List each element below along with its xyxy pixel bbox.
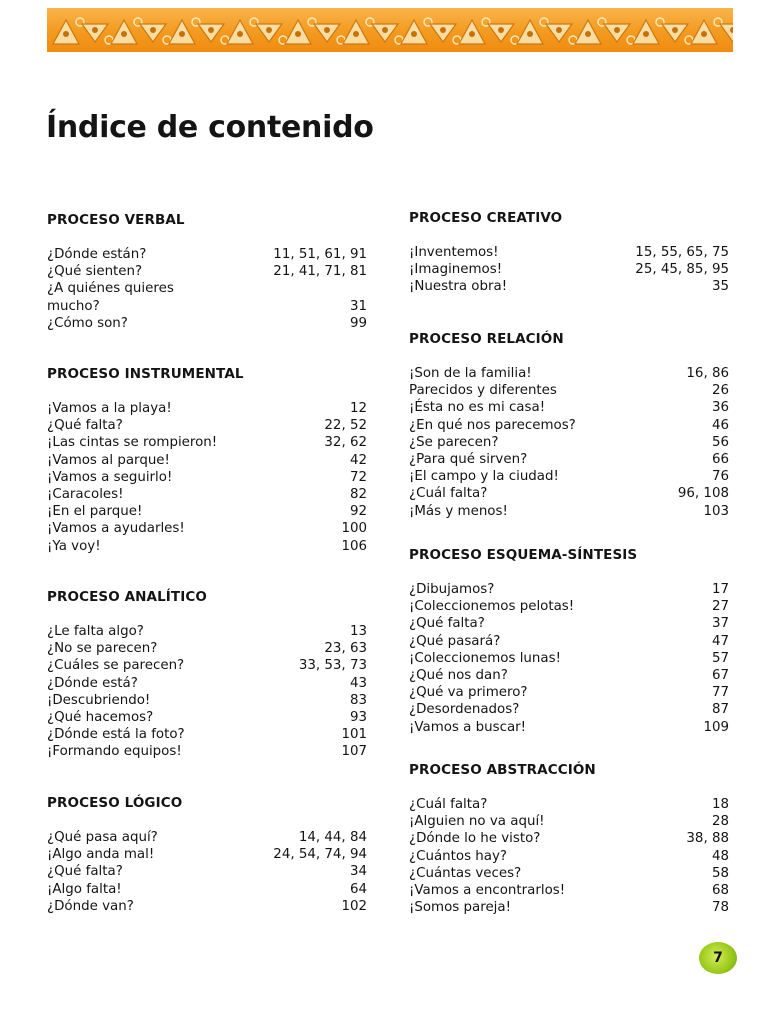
entry-pages: 58 bbox=[711, 865, 729, 881]
entry-pages: 109 bbox=[703, 719, 729, 735]
entry-title: ¿Dónde lo he visto? bbox=[409, 831, 541, 847]
entry-pages: 42 bbox=[349, 452, 367, 468]
entry-pages: 43 bbox=[349, 675, 367, 691]
index-entry bbox=[409, 719, 729, 736]
index-entry bbox=[47, 898, 367, 915]
index-entry bbox=[47, 486, 367, 503]
index-entry bbox=[47, 503, 367, 520]
index-entry bbox=[47, 743, 367, 760]
index-entry bbox=[47, 434, 367, 451]
entry-title: ¿Dónde está la foto? bbox=[47, 727, 185, 743]
entry-pages: 26 bbox=[711, 383, 729, 399]
index-entry bbox=[47, 623, 367, 640]
entry-title: ¡Más y menos! bbox=[409, 503, 508, 519]
page-number: 7 bbox=[713, 950, 723, 966]
entry-pages: 23, 63 bbox=[324, 641, 367, 657]
index-entry bbox=[409, 503, 729, 520]
index-entry bbox=[47, 520, 367, 537]
entry-pages: 106 bbox=[341, 538, 367, 554]
index-entry bbox=[409, 382, 729, 399]
index-entry bbox=[409, 485, 729, 502]
entry-pages: 87 bbox=[711, 702, 729, 718]
entry-title: ¿Cuántos hay? bbox=[409, 848, 508, 864]
entry-title: ¡Las cintas se rompieron! bbox=[47, 435, 218, 451]
entry-pages: 68 bbox=[711, 883, 729, 899]
entry-pages: 102 bbox=[341, 898, 367, 914]
section-heading: PROCESO ABSTRACCIÓN bbox=[409, 762, 596, 778]
entry-pages: 103 bbox=[703, 503, 729, 519]
section-proceso-instrumental bbox=[47, 364, 367, 555]
decorative-banner bbox=[47, 8, 733, 52]
section-proceso-abstraccion bbox=[409, 760, 729, 916]
entry-title: ¿Qué sienten? bbox=[47, 264, 143, 280]
entry-pages: 46 bbox=[711, 417, 729, 433]
index-entry bbox=[47, 657, 367, 674]
entry-pages: 77 bbox=[711, 685, 729, 701]
section-proceso-relacion bbox=[409, 329, 729, 520]
entry-title: ¡Formando equipos! bbox=[47, 744, 182, 760]
entry-title: ¿Qué pasará? bbox=[409, 633, 501, 649]
index-entry bbox=[47, 452, 367, 469]
index-entry bbox=[47, 538, 367, 555]
entry-pages: 13 bbox=[349, 624, 367, 639]
entry-pages: 11, 51, 61, 91 bbox=[273, 247, 367, 262]
entry-title: ¡Algo falta! bbox=[47, 881, 122, 897]
entry-pages: 33, 53, 73 bbox=[298, 658, 367, 674]
entry-list bbox=[47, 400, 367, 555]
entry-title: ¿Dibujamos? bbox=[409, 582, 495, 597]
entry-title: ¡Vamos a encontrarlos! bbox=[409, 883, 566, 899]
index-entry bbox=[47, 863, 367, 880]
entry-title: ¡Vamos a la playa! bbox=[47, 401, 172, 416]
page-number-badge bbox=[699, 942, 737, 974]
index-entry bbox=[409, 701, 729, 718]
entry-title: ¿A quiénes quieres mucho? bbox=[47, 281, 174, 314]
entry-pages: 34 bbox=[349, 864, 367, 880]
section-heading: PROCESO ANALÍTICO bbox=[47, 589, 207, 605]
index-entry bbox=[409, 684, 729, 701]
entry-title: ¿Qué falta? bbox=[47, 864, 123, 880]
entry-pages: 93 bbox=[349, 710, 367, 726]
index-entry bbox=[409, 813, 729, 830]
index-entry bbox=[409, 434, 729, 451]
entry-title: ¡Son de la familia! bbox=[409, 366, 532, 381]
section-heading: PROCESO CREATIVO bbox=[409, 210, 563, 226]
index-entry bbox=[47, 315, 367, 332]
index-entry bbox=[47, 469, 367, 486]
entry-title: ¡Ya voy! bbox=[47, 538, 101, 554]
index-entry bbox=[47, 881, 367, 898]
entry-title: ¿Dónde están? bbox=[47, 247, 147, 262]
index-entry bbox=[47, 417, 367, 434]
entry-title: ¡Vamos a ayudarles! bbox=[47, 521, 185, 537]
page-title: Índice de contenido bbox=[46, 110, 374, 145]
entry-pages: 14, 44, 84 bbox=[298, 830, 367, 845]
index-entry bbox=[409, 399, 729, 416]
entry-list bbox=[47, 829, 367, 915]
entry-pages: 67 bbox=[711, 668, 729, 684]
entry-pages: 37 bbox=[711, 616, 729, 632]
entry-pages: 78 bbox=[711, 900, 729, 916]
entry-title: Parecidos y diferentes bbox=[409, 383, 557, 399]
index-entry bbox=[409, 468, 729, 485]
entry-title: ¿Se parecen? bbox=[409, 434, 499, 450]
entry-title: ¿Qué hacemos? bbox=[47, 710, 154, 726]
triangle-pattern-icon bbox=[47, 8, 733, 52]
entry-pages: 100 bbox=[341, 521, 367, 537]
index-entry bbox=[47, 263, 367, 280]
entry-title: ¿Cuál falta? bbox=[409, 797, 488, 812]
entry-title: ¿Cómo son? bbox=[47, 315, 128, 331]
section-proceso-verbal bbox=[47, 210, 367, 332]
entry-list bbox=[409, 244, 729, 296]
index-entry bbox=[409, 882, 729, 899]
entry-pages: 64 bbox=[349, 881, 367, 897]
entry-pages: 92 bbox=[349, 504, 367, 520]
entry-pages: 35 bbox=[711, 279, 729, 295]
entry-title: ¡Ésta no es mi casa! bbox=[409, 400, 546, 416]
entry-list bbox=[47, 246, 367, 332]
entry-pages: 48 bbox=[711, 848, 729, 864]
entry-list bbox=[47, 623, 367, 761]
section-proceso-creativo bbox=[409, 208, 729, 296]
index-entry bbox=[409, 244, 729, 261]
entry-pages: 31 bbox=[349, 298, 367, 314]
index-entry bbox=[409, 365, 729, 382]
index-entry bbox=[409, 615, 729, 632]
index-entry bbox=[47, 692, 367, 709]
entry-title: ¿No se parecen? bbox=[47, 641, 158, 657]
entry-title: ¡Vamos a buscar! bbox=[409, 719, 527, 735]
entry-list bbox=[409, 796, 729, 916]
entry-title: ¡Caracoles! bbox=[47, 487, 124, 503]
index-entry bbox=[47, 280, 367, 314]
index-entry bbox=[409, 598, 729, 615]
index-entry bbox=[47, 675, 367, 692]
entry-title: ¿Qué va primero? bbox=[409, 685, 528, 701]
entry-pages: 25, 45, 85, 95 bbox=[635, 262, 729, 278]
entry-pages: 101 bbox=[341, 727, 367, 743]
entry-pages: 15, 55, 65, 75 bbox=[635, 245, 729, 260]
entry-pages: 107 bbox=[341, 744, 367, 760]
entry-pages: 57 bbox=[711, 650, 729, 666]
entry-pages: 22, 52 bbox=[324, 418, 367, 434]
entry-pages: 27 bbox=[711, 599, 729, 615]
index-entry bbox=[409, 865, 729, 882]
entry-title: ¿En qué nos parecemos? bbox=[409, 417, 576, 433]
entry-title: ¿Para qué sirven? bbox=[409, 452, 528, 468]
entry-pages: 16, 86 bbox=[686, 366, 729, 381]
section-heading: PROCESO VERBAL bbox=[47, 212, 185, 228]
index-entry bbox=[409, 796, 729, 813]
entry-pages: 18 bbox=[711, 797, 729, 812]
index-entry bbox=[47, 829, 367, 846]
index-entry bbox=[409, 451, 729, 468]
index-entry bbox=[409, 848, 729, 865]
entry-pages: 99 bbox=[349, 315, 367, 331]
entry-list bbox=[409, 365, 729, 520]
index-entry bbox=[409, 633, 729, 650]
entry-pages: 21, 41, 71, 81 bbox=[273, 264, 367, 280]
entry-pages: 28 bbox=[711, 814, 729, 830]
entry-title: ¿Qué pasa aquí? bbox=[47, 830, 158, 845]
entry-pages: 38, 88 bbox=[686, 831, 729, 847]
index-entry bbox=[409, 417, 729, 434]
entry-title: ¡Vamos a seguirlo! bbox=[47, 469, 173, 485]
section-heading: PROCESO INSTRUMENTAL bbox=[47, 366, 244, 382]
index-entry bbox=[409, 650, 729, 667]
entry-pages: 17 bbox=[711, 582, 729, 597]
entry-title: ¿Cuál falta? bbox=[409, 486, 488, 502]
index-entry bbox=[409, 899, 729, 916]
section-proceso-esquema-sintesis bbox=[409, 545, 729, 736]
index-entry bbox=[409, 581, 729, 598]
entry-list bbox=[409, 581, 729, 736]
entry-title: ¿Dónde van? bbox=[47, 898, 134, 914]
index-entry bbox=[47, 846, 367, 863]
entry-title: ¿Qué nos dan? bbox=[409, 668, 508, 684]
section-heading: PROCESO LÓGICO bbox=[47, 795, 183, 811]
entry-title: ¿Dónde está? bbox=[47, 675, 138, 691]
section-heading: PROCESO RELACIÓN bbox=[409, 331, 564, 347]
entry-pages: 32, 62 bbox=[324, 435, 367, 451]
entry-title: ¿Qué falta? bbox=[409, 616, 485, 632]
entry-title: ¡Somos pareja! bbox=[409, 900, 511, 916]
entry-title: ¡Vamos al parque! bbox=[47, 452, 170, 468]
entry-pages: 66 bbox=[711, 452, 729, 468]
section-proceso-analitico bbox=[47, 587, 367, 761]
entry-pages: 56 bbox=[711, 434, 729, 450]
section-heading: PROCESO ESQUEMA-SÍNTESIS bbox=[409, 547, 638, 563]
entry-title: ¡Nuestra obra! bbox=[409, 279, 508, 295]
entry-pages: 83 bbox=[349, 692, 367, 708]
entry-title: ¡Alguien no va aquí! bbox=[409, 814, 545, 830]
entry-title: ¡En el parque! bbox=[47, 504, 143, 520]
entry-pages: 36 bbox=[711, 400, 729, 416]
entry-pages: 76 bbox=[711, 469, 729, 485]
entry-title: ¿Desordenados? bbox=[409, 702, 520, 718]
section-proceso-logico bbox=[47, 793, 367, 915]
entry-title: ¡Coleccionemos pelotas! bbox=[409, 599, 575, 615]
entry-title: ¿Le falta algo? bbox=[47, 624, 144, 639]
index-entry bbox=[47, 640, 367, 657]
index-entry bbox=[409, 278, 729, 295]
entry-pages: 24, 54, 74, 94 bbox=[273, 847, 367, 863]
entry-title: ¡El campo y la ciudad! bbox=[409, 469, 559, 485]
entry-title: ¡Inventemos! bbox=[409, 245, 499, 260]
index-entry bbox=[409, 261, 729, 278]
entry-title: ¡Imaginemos! bbox=[409, 262, 503, 278]
entry-title: ¡Coleccionemos lunas! bbox=[409, 650, 561, 666]
entry-pages: 72 bbox=[349, 469, 367, 485]
index-entry bbox=[409, 667, 729, 684]
entry-title: ¿Cuáles se parecen? bbox=[47, 658, 185, 674]
entry-title: ¿Qué falta? bbox=[47, 418, 123, 434]
entry-title: ¡Descubriendo! bbox=[47, 692, 151, 708]
entry-title: ¿Cuántas veces? bbox=[409, 865, 522, 881]
index-entry bbox=[409, 830, 729, 847]
entry-title: ¡Algo anda mal! bbox=[47, 847, 155, 863]
entry-pages: 12 bbox=[349, 401, 367, 416]
index-entry bbox=[47, 726, 367, 743]
index-entry bbox=[47, 246, 367, 263]
index-entry bbox=[47, 400, 367, 417]
entry-pages: 47 bbox=[711, 633, 729, 649]
entry-pages: 82 bbox=[349, 487, 367, 503]
index-entry bbox=[47, 709, 367, 726]
entry-pages: 96, 108 bbox=[677, 486, 729, 502]
